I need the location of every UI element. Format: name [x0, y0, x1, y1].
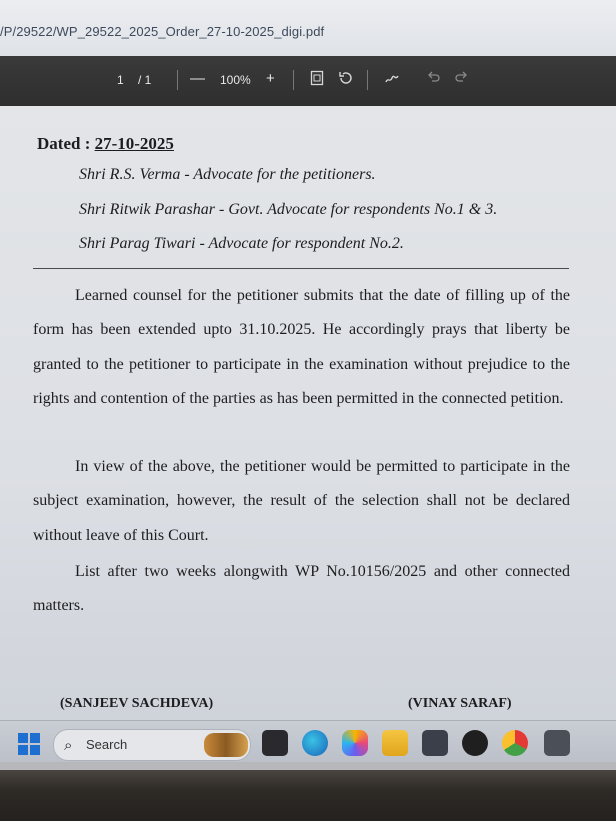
- page-total: / 1: [138, 73, 152, 87]
- dated-value: 27-10-2025: [94, 134, 174, 153]
- order-paragraph: [33, 450, 570, 553]
- file-explorer-icon[interactable]: [262, 730, 288, 756]
- fit-page-icon[interactable]: [310, 70, 324, 86]
- order-paragraph: [33, 279, 570, 417]
- search-highlight-icon: [204, 733, 248, 757]
- rotate-icon[interactable]: [338, 70, 352, 86]
- chrome-icon[interactable]: [502, 730, 528, 756]
- whatsapp-icon[interactable]: [462, 730, 488, 756]
- file-path: /P/29522/WP_29522_2025_Order_27-10-2025_digi.pdf: [0, 24, 325, 39]
- undo-icon[interactable]: [426, 70, 440, 86]
- draw-icon[interactable]: [384, 70, 398, 86]
- zoom-out-button[interactable]: —: [190, 70, 205, 87]
- folder-icon[interactable]: [382, 730, 408, 756]
- taskbar-search[interactable]: [53, 729, 251, 761]
- divider-rule: [33, 268, 569, 269]
- toolbar-divider: [367, 70, 368, 90]
- edge-icon[interactable]: [302, 730, 328, 756]
- advocate-line: Shri R.S. Verma - Advocate for the petitioners.: [79, 166, 376, 183]
- advocate-line: Shri Ritwik Parashar - Govt. Advocate for respondents No.1 & 3.: [79, 201, 498, 218]
- windows-start-icon[interactable]: [18, 733, 40, 755]
- monitor-bezel: [0, 770, 616, 821]
- page-number-input[interactable]: 1: [117, 73, 124, 87]
- zoom-level[interactable]: 100%: [220, 73, 251, 87]
- paragraph-text: In view of the above, the petitioner would be permitted to participate in the subject examination, however, the result of the selection shall not be declared without leave of this Court.: [33, 458, 570, 544]
- search-label: Search: [86, 737, 128, 752]
- redo-icon[interactable]: [455, 70, 469, 86]
- calculator-icon[interactable]: [544, 730, 570, 756]
- advocate-line: Shri Parag Tiwari - Advocate for respondent No.2.: [79, 235, 404, 252]
- dated-label: Dated :: [37, 134, 95, 153]
- order-paragraph: [33, 555, 570, 624]
- search-icon: ⌕: [64, 736, 73, 754]
- zoom-in-button[interactable]: +: [266, 70, 275, 87]
- toolbar-divider: [293, 70, 294, 90]
- toolbar-divider: [177, 70, 178, 90]
- copilot-icon[interactable]: [342, 730, 368, 756]
- paragraph-text: List after two weeks alongwith WP No.10156/2025 and other connected matters.: [33, 563, 570, 615]
- pdf-toolbar: [0, 56, 616, 106]
- judge-signature: (SANJEEV SACHDEVA): [60, 696, 214, 711]
- order-date: [37, 134, 174, 154]
- document-page: [0, 106, 616, 720]
- store-icon[interactable]: [422, 730, 448, 756]
- paragraph-text: Learned counsel for the petitioner submits that the date of filling up of the form has been extended upto 31.10.2025. He accordingly prays that liberty be granted to the petitioner to participate in the examination without prejudice to the rights and contention of the parties as has been permitted in the connected petition.: [33, 287, 570, 408]
- judge-signature: (VINAY SARAF): [408, 696, 512, 711]
- title-bar: [0, 0, 616, 57]
